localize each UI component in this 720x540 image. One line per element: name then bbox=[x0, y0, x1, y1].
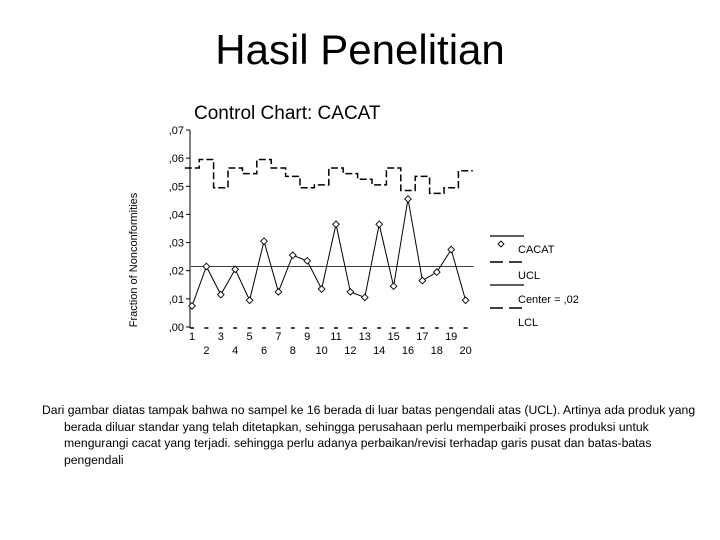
x-tick-label: 6 bbox=[260, 345, 268, 357]
legend-entry bbox=[490, 308, 538, 329]
cacat-point bbox=[419, 277, 426, 284]
cacat-point bbox=[318, 286, 325, 293]
plot-area bbox=[169, 125, 474, 357]
cacat-point bbox=[203, 263, 210, 270]
cacat-point bbox=[232, 266, 239, 273]
cacat-point bbox=[448, 246, 455, 253]
cacat-point bbox=[462, 297, 469, 304]
x-tick-label: 1 bbox=[188, 331, 196, 343]
control-chart bbox=[120, 100, 620, 360]
legend-label: UCL bbox=[518, 270, 541, 282]
legend-label: Center = ,02 bbox=[518, 294, 579, 306]
cacat-point bbox=[434, 269, 441, 276]
x-tick-label: 13 bbox=[358, 331, 371, 343]
slide-title: Hasil Penelitian bbox=[215, 26, 505, 73]
y-tick-label: ,05 bbox=[168, 181, 184, 194]
legend-swatch-marker bbox=[498, 241, 504, 247]
x-tick-label: 14 bbox=[373, 345, 386, 357]
x-tick-label: 12 bbox=[344, 345, 357, 357]
ucl-step-line bbox=[185, 160, 473, 194]
y-tick-label: ,04 bbox=[168, 209, 184, 222]
cacat-point bbox=[275, 289, 282, 296]
slide-caption: Dari gambar diatas tampak bahwa no sampel ke 16 berada di luar batas pengendali atas (UCL). Artinya ada produk yang berada diluar standar yang telah ditetapkan, sehingga perusahaan perlu memperbaiki proses produksi untuk mengurangi cacat yang terjadi. sehingga perlu adanya perbaikan/revisi terhadap garis pusat dan batas-batas pengendali bbox=[42, 403, 696, 467]
legend-label: CACAT bbox=[518, 244, 555, 256]
x-tick-label: 8 bbox=[289, 345, 296, 357]
legend-entry bbox=[490, 285, 579, 306]
y-tick-label: ,02 bbox=[168, 265, 184, 278]
x-tick-label: 3 bbox=[217, 331, 224, 343]
x-tick-label: 9 bbox=[304, 331, 311, 343]
x-tick-label: 10 bbox=[315, 345, 328, 357]
x-tick-label: 17 bbox=[416, 331, 429, 343]
cacat-point bbox=[304, 258, 311, 265]
cacat-point bbox=[246, 297, 253, 304]
cacat-point bbox=[390, 283, 397, 290]
x-tick-label: 18 bbox=[430, 345, 443, 357]
cacat-point bbox=[261, 238, 268, 245]
chart-legend bbox=[490, 236, 579, 329]
cacat-point bbox=[333, 221, 340, 228]
x-tick-label: 2 bbox=[203, 345, 210, 357]
x-tick-label: 5 bbox=[246, 331, 253, 343]
y-tick-label: ,01 bbox=[168, 293, 184, 306]
x-tick-label: 15 bbox=[387, 331, 400, 343]
x-tick-label: 16 bbox=[401, 345, 415, 357]
x-tick-label: 20 bbox=[459, 345, 472, 357]
cacat-point bbox=[376, 221, 383, 228]
cacat-point bbox=[218, 291, 225, 298]
cacat-point bbox=[405, 196, 412, 203]
y-tick-label: ,07 bbox=[168, 125, 184, 137]
legend-label: LCL bbox=[518, 317, 539, 329]
x-tick-label: 11 bbox=[330, 331, 342, 343]
cacat-point bbox=[290, 252, 297, 259]
y-tick-label: ,03 bbox=[168, 237, 184, 250]
x-tick-label: 4 bbox=[232, 345, 239, 357]
chart-title: Control Chart: CACAT bbox=[194, 103, 381, 124]
y-axis-label: Fraction of Nonconformities bbox=[128, 192, 140, 328]
legend-entry bbox=[490, 236, 555, 256]
cacat-series-line bbox=[192, 199, 466, 306]
legend-entry bbox=[490, 262, 540, 282]
y-tick-label: ,00 bbox=[168, 322, 184, 334]
x-tick-label: 7 bbox=[275, 331, 282, 343]
cacat-point bbox=[347, 289, 354, 296]
y-tick-label: ,06 bbox=[168, 153, 184, 166]
x-tick-label: 19 bbox=[445, 331, 458, 343]
cacat-point bbox=[362, 294, 369, 301]
